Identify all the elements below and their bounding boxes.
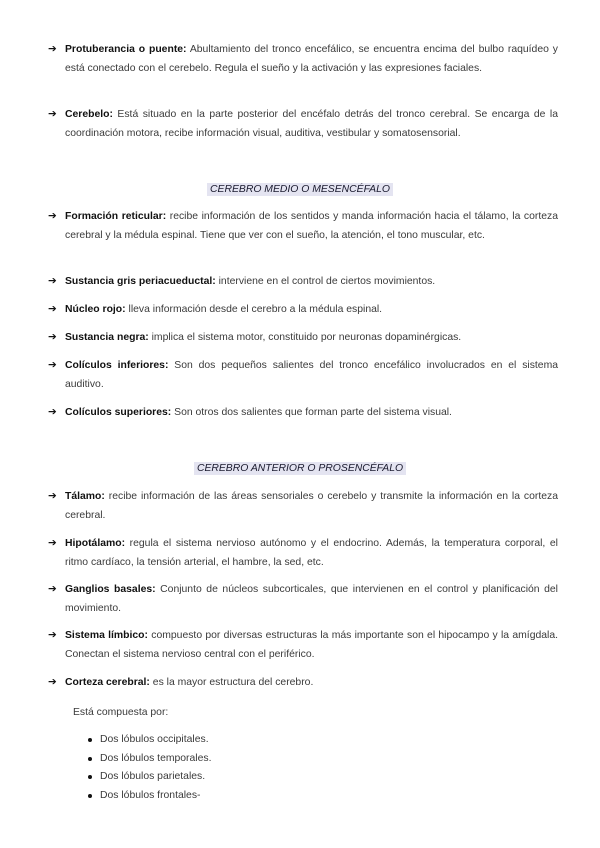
term: Corteza cerebral: (65, 677, 150, 688)
term: Colículos inferiores: (65, 360, 169, 371)
list-item-ganglios-basales (48, 581, 558, 618)
term: Sustancia negra: (65, 332, 149, 343)
arrow-icon: ➔ (48, 407, 57, 418)
term: Núcleo rojo: (65, 304, 126, 315)
arrow-icon: ➔ (48, 538, 57, 549)
term: Formación reticular: (65, 211, 167, 222)
arrow-icon: ➔ (48, 491, 57, 502)
list-item-corteza-cerebral (48, 674, 558, 693)
list-item-hipotalamo (48, 535, 558, 572)
section-heading-mesencefalo: CEREBRO MEDIO O MESENCÉFALO (0, 181, 600, 200)
definition: es la mayor estructura del cerebro. (149, 677, 314, 688)
definition: compuesto por diversas estructuras la más importante son el hipocampo y la amígdala. Conectan el sistema nervioso central con el periférico. (65, 630, 559, 660)
arrow-icon: ➔ (48, 109, 57, 120)
arrow-icon: ➔ (48, 44, 57, 55)
term: Sistema límbico: (65, 630, 148, 641)
list-item: Dos lóbulos frontales- (88, 787, 211, 806)
term: Protuberancia o puente: (65, 44, 187, 55)
list-item-nucleo-rojo (48, 301, 558, 320)
arrow-icon: ➔ (48, 584, 57, 595)
list-item-talamo (48, 488, 558, 525)
bullet-list (88, 731, 211, 805)
list-item-sustancia-negra (48, 329, 558, 348)
list-item-coliculos-superiores (48, 404, 558, 423)
definition: Son otros dos salientes que forman parte del sistema visual. (171, 407, 452, 418)
list-item-coliculos-inferiores (48, 357, 558, 394)
list-item: Dos lóbulos occipitales. (88, 731, 211, 750)
list-item: Dos lóbulos temporales. (88, 750, 211, 769)
definition: regula el sistema nervioso autónomo y el endocrino. Además, la temperatura corporal, el ritmo cardíaco, la tensión arterial, el hambre, la sed, etc. (65, 538, 558, 568)
definition: Abultamiento del tronco encefálico, se encuentra encima del bulbo raquídeo y está conectado con el cerebelo. Regula el sueño y la activación y las expresiones faciales. (65, 44, 558, 74)
arrow-icon: ➔ (48, 211, 57, 222)
arrow-icon: ➔ (48, 360, 57, 371)
definition: recibe información de las áreas sensoriales o cerebelo y transmite la información en la corteza cerebral. (65, 491, 558, 521)
intro-text: Está compuesta por: (73, 707, 169, 718)
term: Cerebelo: (65, 109, 113, 120)
list-item-sistema-limbico (48, 627, 558, 664)
definition: Son dos pequeños salientes del tronco encefálico involucrados en el sistema auditivo. (65, 360, 559, 390)
list-item-cerebelo (48, 106, 558, 143)
term: Ganglios basales: (65, 584, 156, 595)
definition: interviene en el control de ciertos movimientos. (215, 276, 436, 287)
term: Colículos superiores: (65, 407, 172, 418)
definition: recibe información de los sentidos y manda información hacia el tálamo, la corteza cerebral y la médula espinal. Tiene que ver con el sueño, la atención, el tono muscular, etc. (65, 211, 558, 241)
arrow-icon: ➔ (48, 630, 57, 641)
list-item-formacion-reticular (48, 208, 558, 245)
section-heading-prosencefalo: CEREBRO ANTERIOR O PROSENCÉFALO (0, 460, 600, 479)
definition: Conjunto de núcleos subcorticales, que intervienen en el control y planificación del movimiento. (65, 584, 558, 614)
definition: Está situado en la parte posterior del encéfalo detrás del tronco cerebral. Se encarga de la coordinación motora, recibe información visual, auditiva, vestibular y somatosensorial. (65, 109, 558, 139)
list-item: Dos lóbulos parietales. (88, 768, 211, 787)
arrow-icon: ➔ (48, 677, 57, 688)
term: Sustancia gris periacueductal: (65, 276, 216, 287)
definition: implica el sistema motor, constituido por neuronas dopaminérgicas. (148, 332, 462, 343)
term: Tálamo: (65, 491, 105, 502)
arrow-icon: ➔ (48, 276, 57, 287)
arrow-icon: ➔ (48, 304, 57, 315)
arrow-icon: ➔ (48, 332, 57, 343)
list-item-sustancia-gris (48, 273, 558, 292)
term: Hipotálamo: (65, 538, 126, 549)
list-item-protuberancia (48, 41, 558, 78)
definition: lleva información desde el cerebro a la médula espinal. (125, 304, 383, 315)
